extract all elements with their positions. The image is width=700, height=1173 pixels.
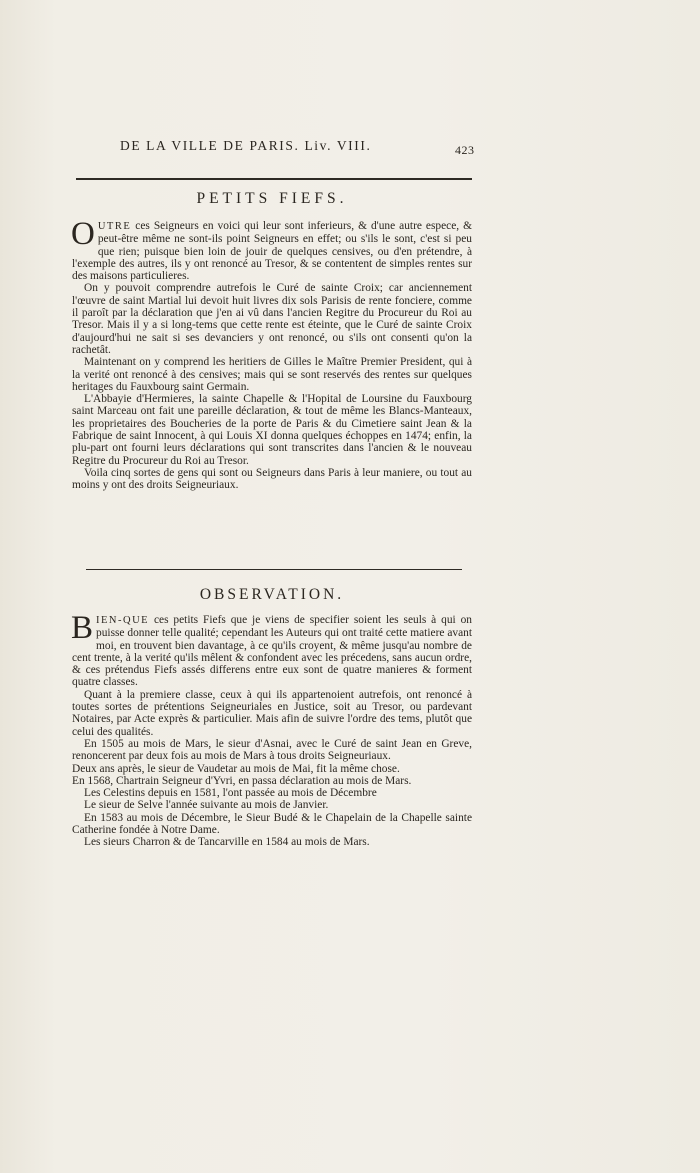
section-divider (86, 569, 462, 570)
running-header: DE LA VILLE DE PARIS. Liv. VIII. (120, 138, 372, 153)
paragraph: Quant à la premiere classe, ceux à qui ils appartenoient autrefois, ont renoncé à toutes sortes de prétentions Seigneuriales en Justice, soit au Tresor, ou pardevant Notaires, par Acte exprès & particulier. Mais afin de suivre l'ordre des tems, plutôt que celui des qualités. (72, 688, 472, 738)
lead-word: UTRE (97, 221, 132, 232)
paragraph: L'Abbayie d'Hermieres, la sainte Chapelle & l'Hopital de Loursine du Fauxbourg saint Marceau ont fait une pareille déclaration, & tout de même les Blancs-Manteaux, les proprietaires des Boucheries de la porte de Paris & du Cimetiere saint Jean & la Fabrique de saint Innocent, à qui Louis XI donna quelques échoppes en 1474; enfin, la plu-part ont fourni leurs déclarations qui sont transcrites dans l'ancien & le nouveau Regitre du Procureur du Roi au Tresor. (72, 393, 472, 467)
paragraph: Le sieur de Selve l'année suivante au mois de Janvier. (84, 799, 329, 812)
paragraph-text: ces Seigneurs en voici qui leur sont inferieurs, & d'une autre espece, & peut-être même ne sont-ils point Seigneurs en effet; ou s'ils le sont, c'est si peu que rien; puisque bien loin de jouir de quelques censives, ou d'en prétendre, à l'exemple des autres, ils y ont renoncé au Tresor, & se contentent de simples rentes sur des maisons particulieres. (72, 220, 472, 283)
paragraph (71, 216, 472, 283)
paragraph-text: ces petits Fiefs que je viens de specifier soient les seuls à qui on puisse donner telle qualité; cependant les Auteurs qui ont traité cette matiere avant moi, en trouvent bien davantage, à ce qu'ils croyent, & même jusqu'au nombre de cent trente, à la verité qu'ils mêlent & confondent avec les précedens, sans aucun ordre, & ces prétendus Fiefs assés differens entre eux sont de quatre manieres & forment quatre classes. (72, 614, 472, 689)
page-number: 423 (455, 143, 475, 157)
section-title-petits-fiefs: PETITS FIEFS. (196, 190, 348, 207)
drop-cap: O (71, 216, 95, 252)
drop-cap: B (71, 610, 94, 646)
paragraph: Les Celestins depuis en 1581, l'ont passée au mois de Décembre (84, 787, 377, 800)
paragraph: En 1505 au mois de Mars, le sieur d'Asnai, avec le Curé de saint Jean en Greve, renoncerent par deux fois au mois de Mars à tous droits Seigneuriaux. (72, 737, 472, 763)
header-rule (76, 178, 472, 180)
paragraph (71, 610, 472, 689)
paragraph: Voila cinq sortes de gens qui sont ou Seigneurs dans Paris à leur maniere, ou tout au moins y ont des droits Seigneuriaux. (72, 466, 472, 492)
lead-word: IEN-QUE (96, 615, 150, 626)
section-title-observation: OBSERVATION. (199, 586, 345, 603)
paragraph: Maintenant on y comprend les heritiers de Gilles le Maître Premier President, qui à la verité ont renoncé à des censives; mais qui se sont reservés des rentes sur quelques heritages du Fauxbourg saint Germain. (72, 356, 472, 393)
paragraph: En 1583 au mois de Décembre, le Sieur Budé & le Chapelain de la Chapelle sainte Catherine fondée à Notre Dame. (72, 811, 472, 837)
paragraph: On y pouvoit comprendre autrefois le Curé de sainte Croix; car anciennement l'œuvre de saint Martial lui devoit huit livres dix sols Parisis de rente fonciere, comme il paroît par la déclaration que j'en ai vû dans l'ancien Regitre du Procureur du Roi au Tresor. Mais il y a si long-tems que cette rente est éteinte, que le Curé de sainte Croix d'aujourd'hui ne sait si ses devanciers y ont renoncé, ou s'ils ont consenti qu'on la rachetât. (72, 282, 472, 356)
paragraph: En 1568, Chartrain Seigneur d'Yvri, en passa déclaration au mois de Mars. (72, 774, 412, 787)
section-body-observation (71, 610, 472, 849)
section-body-petits-fiefs (71, 216, 472, 492)
paragraph: Les sieurs Charron & de Tancarville en 1584 au mois de Mars. (84, 836, 370, 849)
paragraph: Deux ans après, le sieur de Vaudetar au mois de Mai, fit la même chose. (72, 762, 400, 775)
